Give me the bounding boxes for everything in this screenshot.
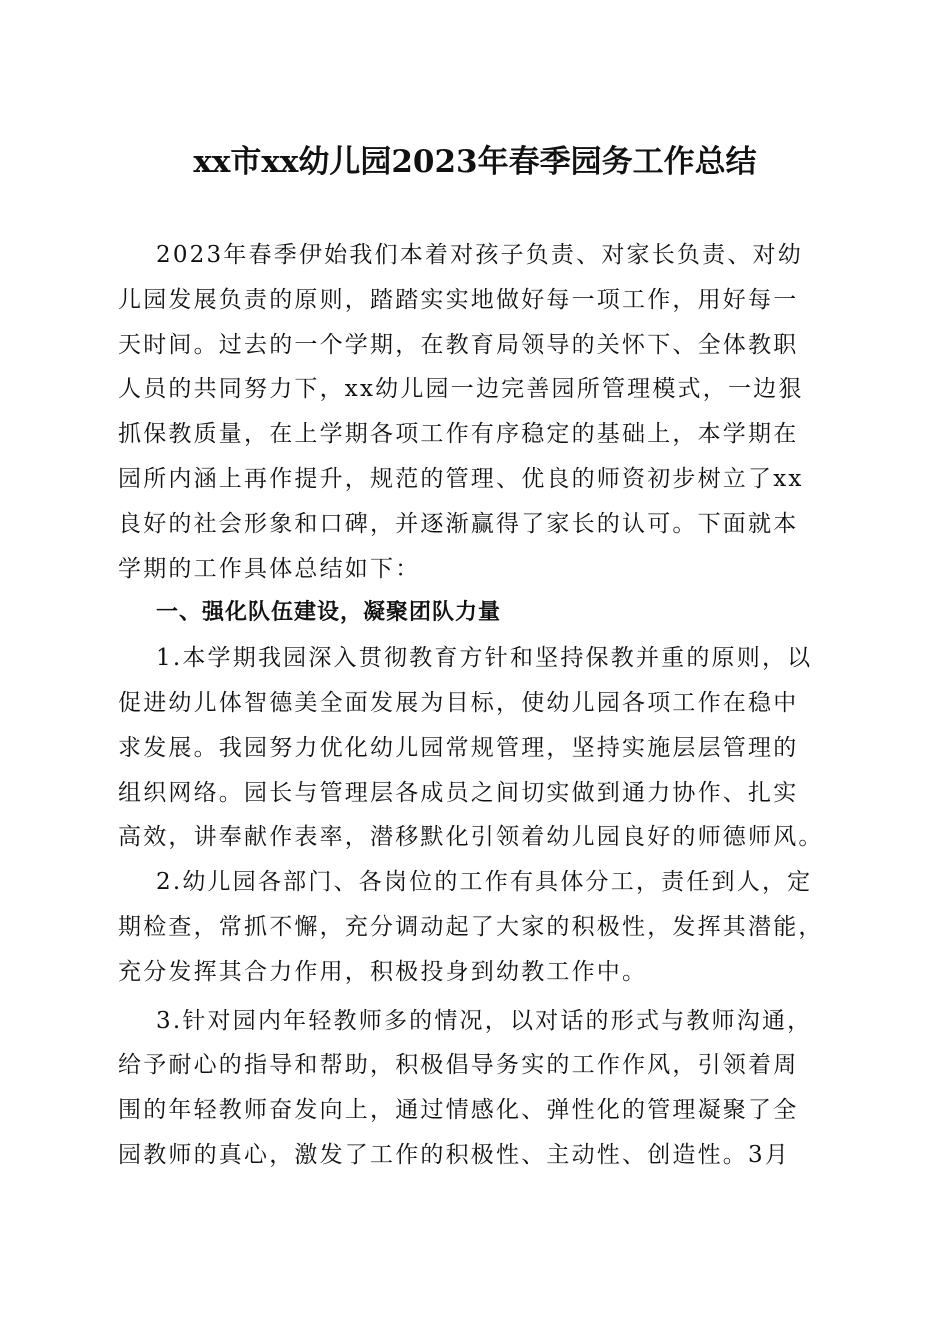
- paragraph-line: 天时间。过去的一个学期，在教育局领导的关怀下、全体教职: [118, 331, 799, 358]
- paragraph-line: 1.本学期我园深入贯彻教育方针和坚持保教并重的原则，以: [156, 645, 813, 672]
- paragraph-line: 人员的共同努力下，xx幼儿园一边完善园所管理模式，一边狠: [118, 376, 804, 403]
- paragraph-line: 3.针对园内年轻教师多的情况，以对话的形式与教师沟通，: [156, 1007, 813, 1034]
- paragraph-line: 2023年春季伊始我们本着对孩子负责、对家长负责、对幼: [156, 242, 803, 268]
- paragraph-line: 2.幼儿园各部门、各岗位的工作有具体分工，责任到人，定: [156, 869, 813, 896]
- paragraph-line: 儿园发展负责的原则，踏踏实实地做好每一项工作，用好每一: [118, 286, 799, 313]
- document-title: xx市xx幼儿园2023年春季园务工作总结: [193, 144, 757, 180]
- paragraph-line: 组织网络。园长与管理层各成员之间切实做到通力协作、扎实: [118, 779, 799, 806]
- paragraph-line: 围的年轻教师奋发向上，通过情感化、弹性化的管理凝聚了全: [118, 1097, 799, 1124]
- paragraph-line: 园教师的真心，激发了工作的积极性、主动性、创造性。3月: [118, 1141, 791, 1168]
- paragraph-line: 良好的社会形象和口碑，并逐渐赢得了家长的认可。下面就本: [118, 510, 799, 537]
- paragraph-line: 期检查，常抓不懈，充分调动起了大家的积极性，发挥其潜能，: [118, 913, 824, 940]
- paragraph-line: 抓保教质量，在上学期各项工作有序稳定的基础上，本学期在: [118, 421, 799, 448]
- paragraph-line: 高效，讲奉献作表率，潜移默化引领着幼儿园良好的师德师风。: [118, 824, 824, 851]
- paragraph-line: 园所内涵上再作提升，规范的管理、优良的师资初步树立了xx: [118, 465, 804, 492]
- paragraph-line: 充分发挥其合力作用，积极投身到幼教工作中。: [118, 958, 648, 985]
- paragraph-line: 求发展。我园努力优化幼儿园常规管理，坚持实施层层管理的: [118, 734, 799, 761]
- paragraph-line: 给予耐心的指导和帮助，积极倡导务实的工作作风，引领着周: [118, 1052, 799, 1079]
- document-body: [118, 233, 830, 1178]
- section-heading: 一、强化队伍建设，凝聚团队力量: [156, 600, 502, 626]
- paragraph-line: 促进幼儿体智德美全面发展为目标，使幼儿园各项工作在稳中: [118, 689, 799, 716]
- paragraph-line: 学期的工作具体总结如下：: [118, 555, 421, 582]
